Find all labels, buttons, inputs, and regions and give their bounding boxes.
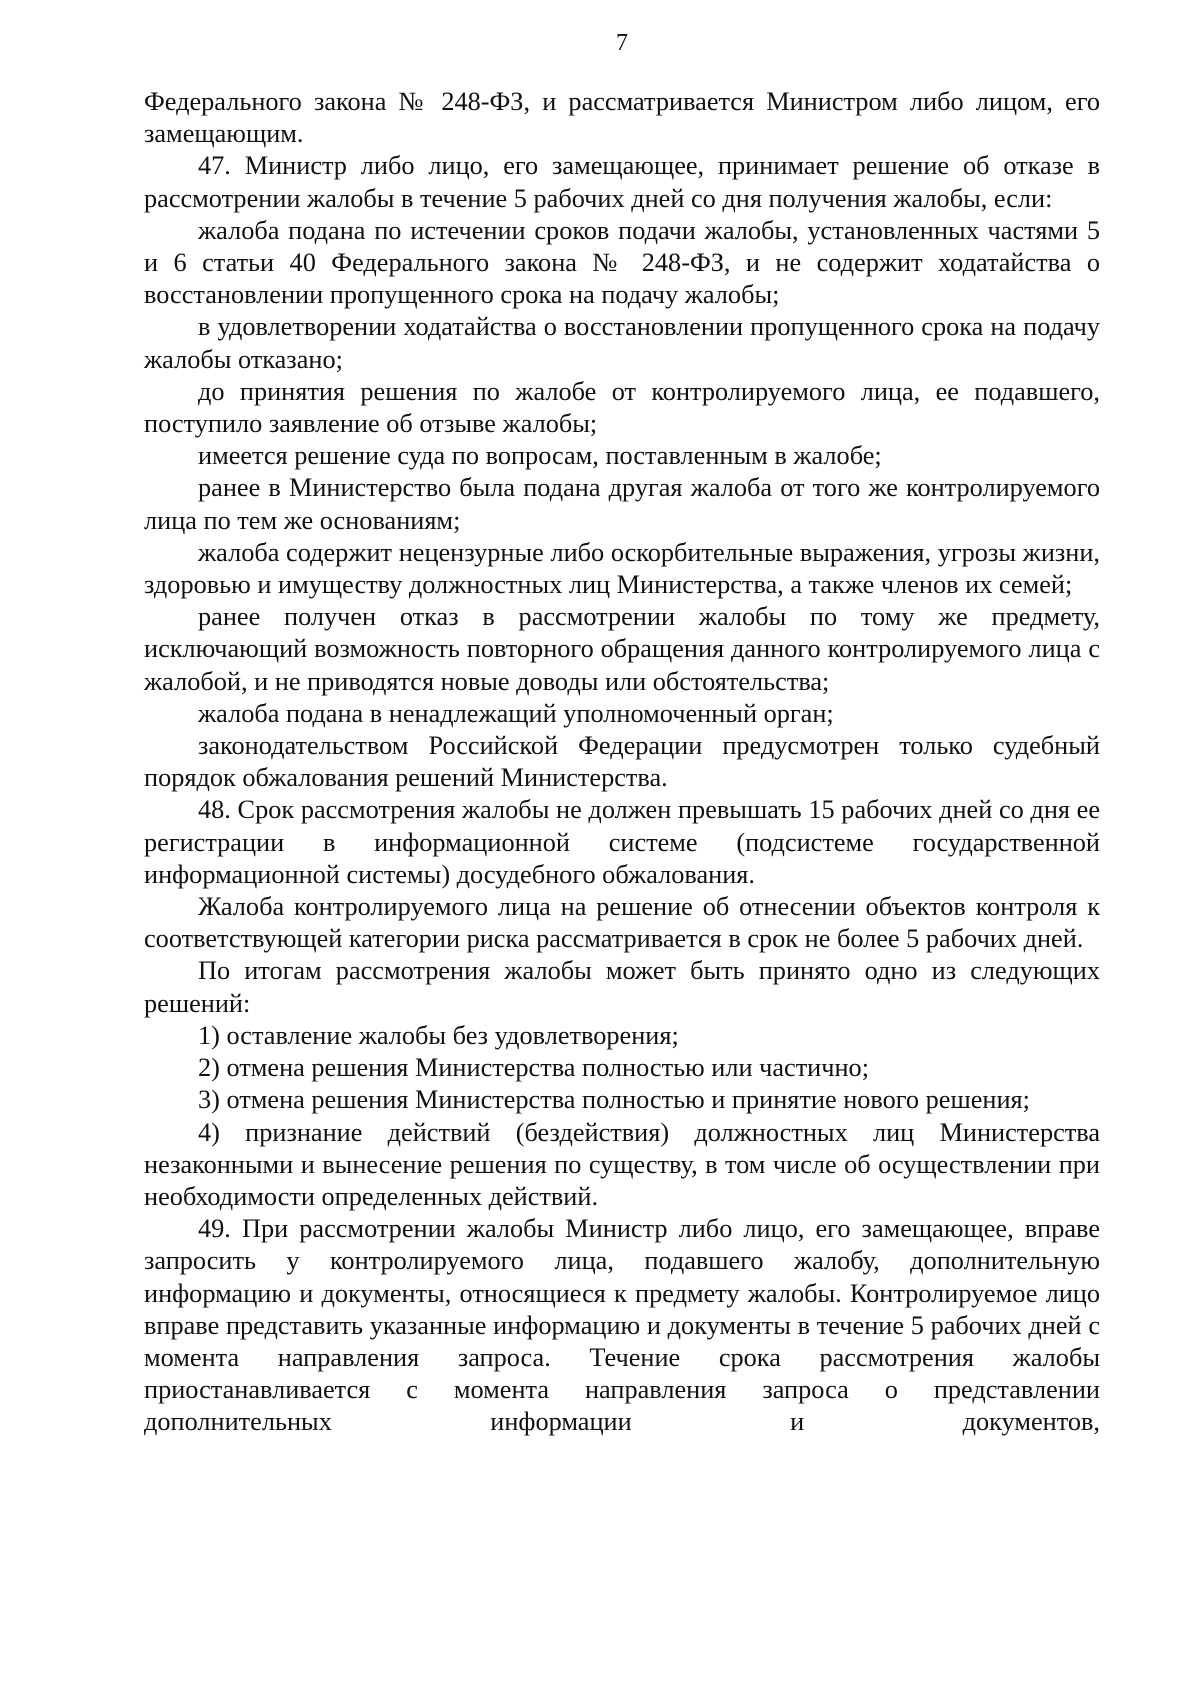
paragraph-48: 48. Срок рассмотрения жалобы не должен превышать 15 рабочих дней со дня ее регистрации в информационной системе (подсистеме государственной информационной системы) досудебного обжалования. [144, 795, 1100, 889]
page-number: 7 [616, 30, 628, 56]
paragraph-continuation: Федерального закона № 248-ФЗ, и рассматривается Министром либо лицом, его замещающим. [144, 87, 1100, 149]
paragraph-49: 49. При рассмотрении жалобы Министр либо лицо, его замещающее, вправе запросить у контролируемого лица, подавшего жалобу, дополнительную информацию и документы, относящиеся к предмету жалобы. Контролируемое лицо вправе представить указанные информацию и документы в течение 5 рабочих дней с момента направления запроса. Течение срока рассмотрения жалобы приостанавливается с момента направления запроса о представлении дополнительных информации и документов, [144, 1214, 1100, 1437]
list-item: 4) признание действий (бездействия) должностных лиц Министерства незаконными и вынесение решения по существу, в том числе об осуществлении при необходимости определенных действий. [144, 1117, 1100, 1211]
list-item: в удовлетворении ходатайства о восстановлении пропущенного срока на подачу жалобы отказано; [144, 312, 1100, 374]
list-item: 2) отмена решения Министерства полностью или частично; [198, 1053, 870, 1083]
list-item: жалоба подана в ненадлежащий уполномоченный орган; [198, 698, 834, 728]
paragraph: Жалоба контролируемого лица на решение об отнесении объектов контроля к соответствующей категории риска рассматривается в срок не более 5 рабочих дней. [144, 892, 1100, 954]
document-body [144, 86, 1100, 1439]
list-item: ранее в Министерство была подана другая жалоба от того же контролируемого лица по тем же основаниям; [144, 473, 1100, 535]
list-item: ранее получен отказ в рассмотрении жалобы по тому же предмету, исключающий возможность повторного обращения данного контролируемого лица с жалобой, и не приводятся новые доводы или обстоятельства; [144, 602, 1100, 696]
list-item: до принятия решения по жалобе от контролируемого лица, ее подавшего, поступило заявление об отзыве жалобы; [144, 376, 1100, 439]
list-item: 3) отмена решения Министерства полностью и принятие нового решения; [198, 1085, 1030, 1115]
list-item: жалоба содержит нецензурные либо оскорбительные выражения, угрозы жизни, здоровью и имуществу должностных лиц Министерства, а также членов их семей; [144, 537, 1100, 600]
list-item: жалоба подана по истечении сроков подачи жалобы, установленных частями 5 и 6 статьи 40 Федерального закона № 248-ФЗ, и не содержит ходатайства о восстановлении пропущенного срока на подачу жалобы; [144, 215, 1100, 310]
list-item: имеется решение суда по вопросам, поставленным в жалобе; [198, 441, 882, 471]
list-item: 1) оставление жалобы без удовлетворения; [198, 1020, 679, 1050]
list-item: законодательством Российской Федерации предусмотрен только судебный порядок обжалования решений Министерства. [144, 731, 1100, 793]
paragraph: По итогам рассмотрения жалобы может быть принято одно из следующих решений: [144, 956, 1100, 1018]
paragraph-47: 47. Министр либо лицо, его замещающее, принимает решение об отказе в рассмотрении жалобы в течение 5 рабочих дней со дня получения жалобы, если: [144, 151, 1100, 213]
